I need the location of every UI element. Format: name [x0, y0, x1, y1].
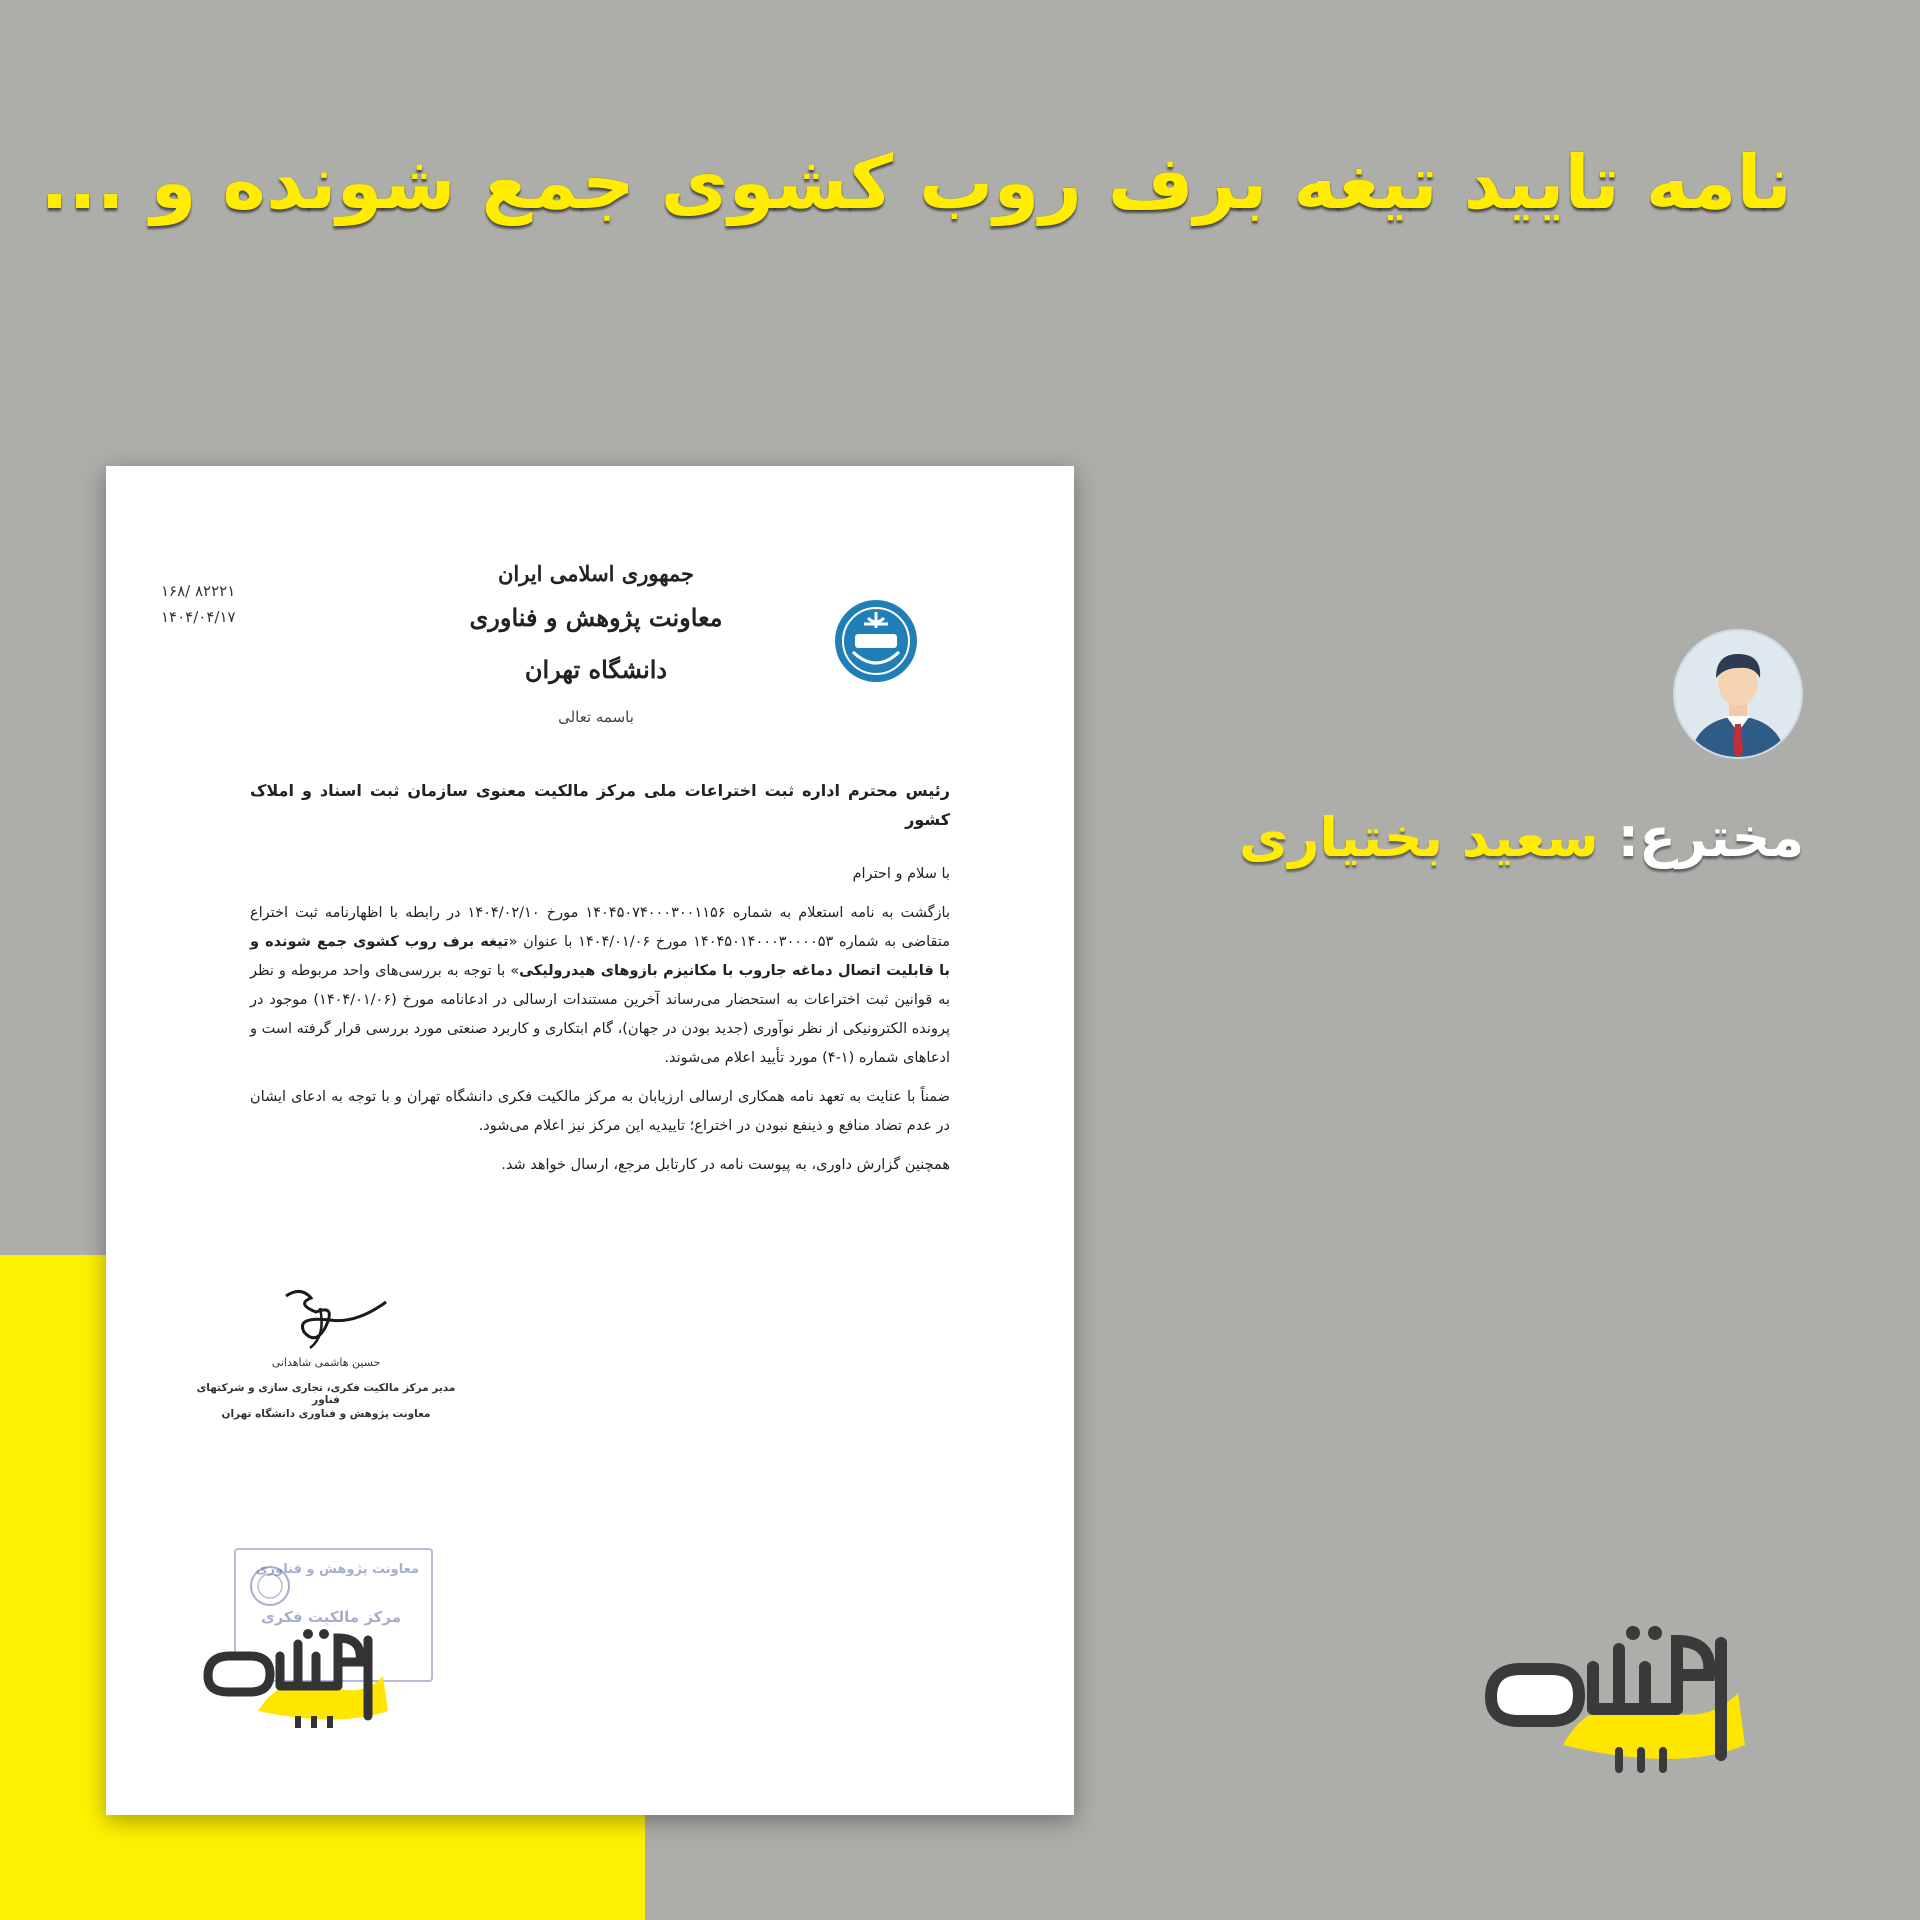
university-logo-icon [833, 598, 919, 688]
letterhead-country: جمهوری اسلامی ایران [497, 561, 695, 586]
brand-watermark-icon [188, 1616, 428, 1736]
inventor-label: مخترع: [1617, 806, 1804, 869]
signer-name: حسین هاشمی شاهدانی [271, 1356, 381, 1369]
page-title: نامه تایید تیغه برف روب کشوی جمع شونده و ... [40, 140, 1792, 226]
letter-paragraph-3: همچنین گزارش داوری، به پیوست نامه در کارتابل مرجع، ارسال خواهد شد. [501, 1157, 950, 1173]
avatar-icon [1672, 628, 1804, 760]
letter-date: ۱۴۰۴/۰۴/۱۷ [161, 608, 236, 626]
stamp-seal-icon [248, 1564, 292, 1608]
paragraph-1-intro: بازگشت به نامه استعلام به شماره ۱۴۰۴۵۰۷۴۰۰۰۳۰۰۱۱۵۶ مورخ ۱۴۰۴/۰۲/۱۰ در رابطه با اظهارنامه ثبت اختراع متقاضی به شماره ۱۴۰۴۵۰۱۴۰۰۰۳۰۰۰۰۵۳ مورخ ۱۴۰۴/۰۱/۰۶ با عنوان « [250, 905, 951, 950]
invocation: باسمه تعالی [558, 708, 634, 726]
letter-document [106, 466, 1074, 1815]
letter-paragraph-2: ضمناً با عنایت به تعهد نامه همکاری ارسالی ارزیابان به مرکز مالکیت فکری دانشگاه تهران و با توجه به ادعای ایشان در عدم تضاد منافع و ذینفع نبودن در اختراع؛ تاییدیه این مرکز نیز اعلام می‌شود. [250, 1089, 950, 1134]
letterhead [466, 556, 726, 696]
signer-organization: معاونت پژوهش و فناوری دانشگاه تهران [221, 1408, 431, 1420]
letter-paragraph-1 [250, 899, 950, 1073]
brand-logo-icon [1463, 1605, 1803, 1785]
signer-title: مدیر مرکز مالکیت فکری، تجاری سازی و شرکتهای فناور [196, 1382, 456, 1406]
inventor-credit [1239, 798, 1804, 878]
stamp-line-2: مرکز مالکیت فکری [260, 1608, 401, 1626]
letter-reference [161, 578, 236, 630]
stamp-line-1: معاونت پژوهش و فناوری [255, 1562, 419, 1577]
paragraph-1-body: » با توجه به بررسی‌های واحد مربوطه و نظر به قوانین ثبت اختراعات به استحضار می‌رساند آخرین مستندات ارسالی در ادعانامه مورخ (۱۴۰۴/۰۱/۰۶) موجود در پرونده الکترونیکی از نظر نوآوری (جدید بودن در جهان)، گام ابتکاری و کاربرد صنعتی مورد بررسی قرار گرفته است و ادعاهای شماره (۱-۴) مورد تأیید اعلام می‌شوند. [250, 963, 950, 1066]
inventor-avatar [1672, 628, 1804, 764]
letter-recipient: رئیس محترم اداره ثبت اختراعات ملی مرکز مالکیت معنوی سازمان ثبت اسناد و املاک کشور [250, 781, 950, 829]
letterhead-office: معاونت پژوهش و فناوری دانشگاه تهران [469, 603, 723, 684]
letter-greeting: با سلام و احترام [852, 866, 950, 882]
inventor-name: سعید بختیاری [1238, 806, 1599, 869]
letter-number: ۱۶۸/ ۸۲۲۲۱ [161, 582, 236, 600]
signature-block [196, 1286, 476, 1436]
signature-icon [256, 1286, 396, 1356]
invention-title: تیغه برف روب کشوی جمع شونده و با قابلیت اتصال دماغه جاروب با مکانیزم بازوهای هیدرولیکی [250, 934, 950, 979]
letter-body [250, 776, 950, 1190]
